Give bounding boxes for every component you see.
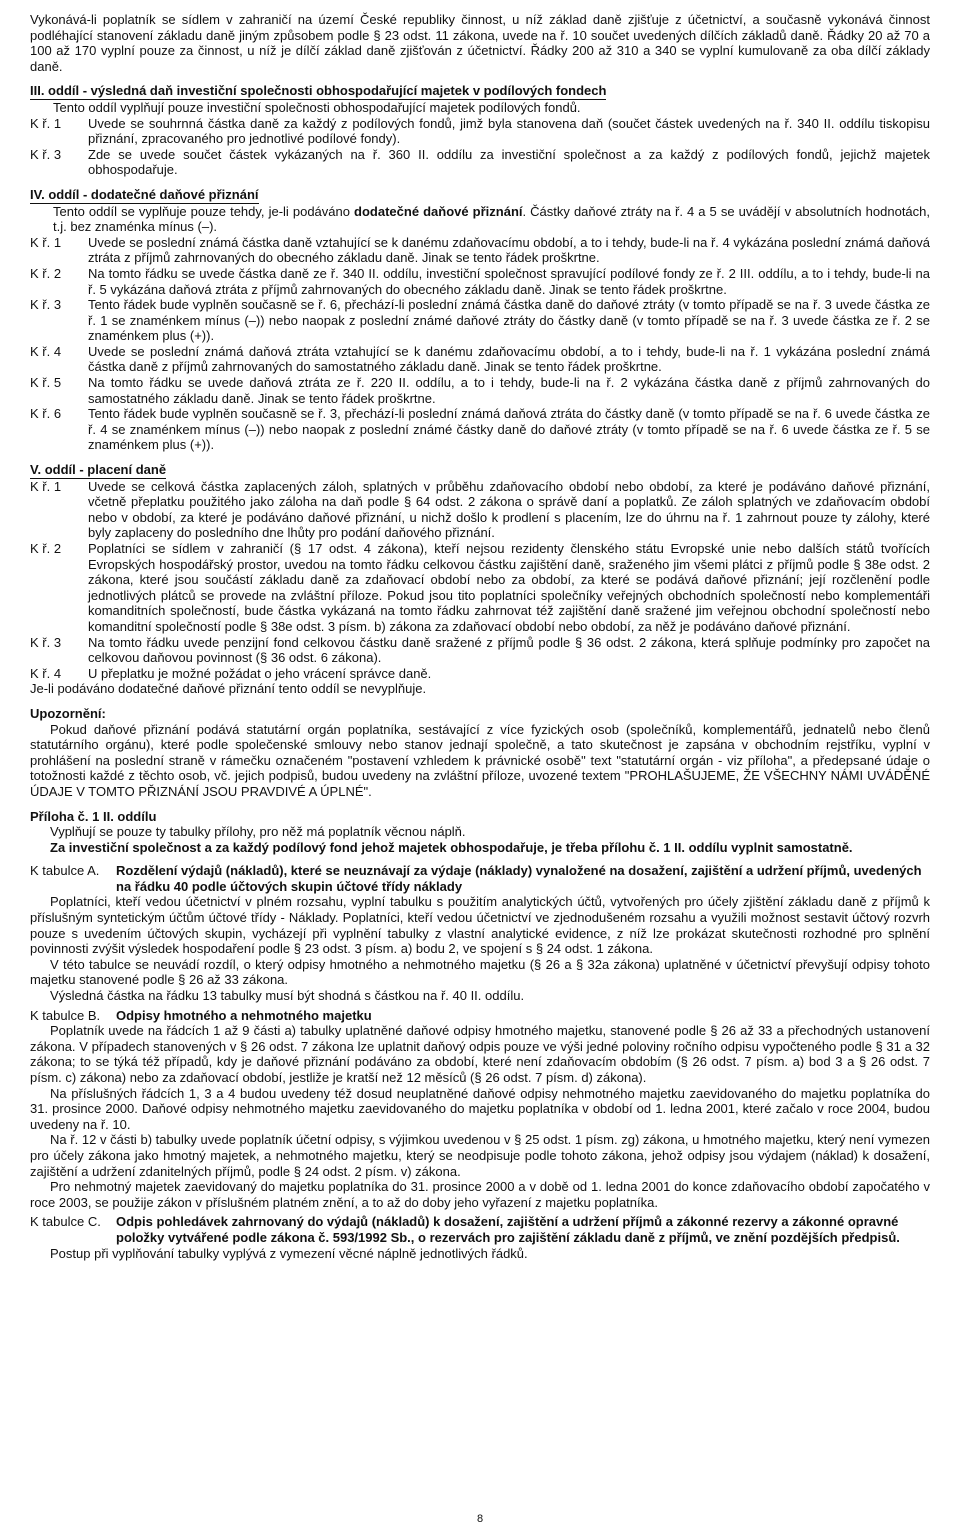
table-c-paragraph: Postup při vyplňování tabulky vyplývá z vymezení věcné náplně jednotlivých řádků. (50, 1245, 528, 1261)
section-3-items (30, 116, 930, 178)
row-key: K ř. 1 (30, 234, 62, 250)
row-text: Na tomto řádku uvede penzijní fond celkovou částku daně sražené z příjmů podle § 36 odst. 2 zákona, která splňuje podmínky pro započet na celkovou daňovou povinnost (§ 36 odst. 6 zákona). (88, 634, 930, 666)
row-key: K ř. 6 (30, 406, 62, 422)
section-3-heading: III. oddíl - výsledná daň investiční společnosti obhospodařující majetek v podílových fondech (30, 83, 607, 99)
row-key: K ř. 2 (30, 265, 62, 281)
document-page (30, 12, 930, 1261)
notice-heading: Upozornění: (30, 705, 106, 721)
row-key: K ř. 1 (30, 478, 62, 494)
section-5-heading: V. oddíl - placení daně (30, 462, 167, 478)
table-b-title: Odpisy hmotného a nehmotného majetku (116, 1007, 372, 1023)
table-c-key: K tabulce C. (30, 1214, 101, 1230)
row-text: Uvede se souhrnná částka daně za každý z podílových fondů, jimž byla stanovena daň (součet částek uvedených na ř. 340 II. oddílu tiskopisu přiznání, zpracovaného pro jednotlivé podílové fondy). (88, 115, 930, 147)
table-a-key: K tabulce A. (30, 863, 100, 879)
paragraph: Výsledná částka na řádku 13 tabulky musí být shodná s částkou na ř. 40 II. oddílu. (50, 988, 525, 1004)
paragraph: Poplatník uvede na řádcích 1 až 9 části a) tabulky uplatněné daňové odpisy hmotného majetku, stanovené podle § 26 až 33 a přechodných ustanovení zákona. V případech stanovených v § 26 odst. 7 zákona lze uplatnit daňový odpis pouze ve výši jedné poloviny ročního odpisu vypočteného podle § 31 a 32 zákona; to se týká též případů, kdy je daňové přiznání podáváno za období, které není zdaňovacím obdobím (§ 26 odst. 7 písm. a) bod 3 a § 26 odst. 7 písm. c) zákona) nebo za zdaňovací období, jestliže je kratší než 12 měsíců (§ 26 odst. 7 písm. d) zákona). (30, 1023, 930, 1085)
paragraph: Poplatníci, kteří vedou účetnictví v plném rozsahu, vyplní tabulku s použitím analytických účtů, vytvořených pro účely zjištění základu daně z příjmů k příslušným syntetickým účtům účtové třídy - Náklady. Poplatníci, kteří vedou účetnictví ve zjednodušeném rozsahu a využili možnost sestavit účtový rozvrh pouze s uvedením účtových skupin, vycházejí při vyplnění tabulky z vlastní analytické evidence, z níž lze prokázat skutečnosti rozhodné pro splnění povinnosti zvýšit výsledek hospodaření podle § 23 odst. 3 písm. a) bodu 2, ve spojení s § 24 odst. 1 zákona. (30, 894, 930, 957)
paragraph: Na příslušných řádcích 1, 3 a 4 budou uvedeny též dosud neuplatněné daňové odpisy nehmotného majetku zaevidovaného do majetku poplatníka do 31. prosince 2000. Daňové odpisy nehmotného majetku zaevidovaného do majetku poplatníka v období od 1. ledna 2001, které začalo v roce 2004, budou uvedeny na ř. 10. (30, 1085, 930, 1132)
row-item (30, 541, 930, 635)
table-a-heading (30, 863, 930, 894)
row-key: K ř. 4 (30, 665, 62, 681)
paragraph: Na ř. 12 v části b) tabulky uvede poplatník účetní odpisy, s výjimkou uvedenou v § 25 odst. 1 písm. zg) zákona, u hmotného majetku, který není vymezen pro účely zákona jako hmotný majetek, a nehmotného majetku, který se neodpisuje podle tohoto zákona, jehož odpisy jsou výdajem (náklad) k dosažení, zajištění a udržení zdanitelných příjmů, podle § 24 odst. 2 písm. v) zákona. (30, 1132, 930, 1179)
row-item (30, 147, 930, 178)
row-item (30, 406, 930, 453)
row-key: K ř. 3 (30, 146, 62, 162)
row-item (30, 297, 930, 344)
annex-line-1: Vyplňují se pouze ty tabulky přílohy, pro něž má poplatník věcnou náplň. (50, 824, 466, 840)
row-item (30, 344, 930, 375)
section-4-intro: Tento oddíl se vyplňuje pouze tehdy, je-li podáváno dodatečné daňové přiznání. Částky daňové ztráty na ř. 4 a 5 se uvádějí v absolutních hodnotách, t.j. bez znaménka mínus (–). (53, 203, 930, 235)
row-item (30, 375, 930, 406)
annex-heading: Příloha č. 1 II. oddílu (30, 808, 157, 824)
row-item (30, 266, 930, 297)
intro-paragraph: Vykonává-li poplatník se sídlem v zahraničí na území České republiky činnost, u níž základ daně zjišťuje z účetnictví, a současně vykonává činnost podléhající stanovení základu daně jiným způsobem podle § 23 odst. 11 zákona, uvede na ř. 10 součet uvedených dílčích základů daně. Řádky 20 až 70 a 100 až 170 vyplní pouze za činnost, u níž je dílčí základ daně zjišťován z účetnictví. Řádky 200 až 310 a 340 se vyplní kumulovaně za oba dílčí základy daně. (30, 12, 930, 74)
row-key: K ř. 2 (30, 541, 62, 556)
table-b-key: K tabulce B. (30, 1007, 101, 1023)
section-5-outro: Je-li podáváno dodatečné daňové přiznání tento oddíl se nevyplňuje. (30, 681, 427, 697)
section-3-intro: Tento oddíl vyplňují pouze investiční společnosti obhospodařující majetek podílových fondů. (53, 99, 581, 115)
table-b-paragraphs (30, 1023, 930, 1210)
table-a-title: Rozdělení výdajů (nákladů), které se neuznávají za výdaje (náklady) vynaložené na dosažení, zajištění a udržení příjmů, uvedených na řádku 40 podle účtových skupin účtové třídy náklady (116, 863, 922, 894)
table-a-paragraphs (30, 894, 930, 1003)
page-number: 8 (476, 1513, 484, 1525)
annex-line-2: Za investiční společnost a za každý podílový fond jehož majetek obhospodařuje, je třeba přílohu č. 1 II. oddílu vyplnit samostatně. (50, 839, 853, 855)
row-item (30, 116, 930, 147)
row-text: Uvede se poslední známá částka daně vztahující se k danému zdaňovacímu období, a to i tehdy, bude-li na ř. 4 vykázána poslední známá daňová ztráta z příjmů zahrnovaných do obecného základu daně. Jinak se tento řádek proškrtne. (88, 234, 930, 266)
row-text: Uvede se celková částka zaplacených záloh, splatných v průběhu zdaňovacího období nebo období, za které je podáváno daňové přiznání, včetně přeplatku použitého jako záloha na daň podle § 64 odst. 2 zákona o správě daní a poplatků. Ze záloh splatných ve zdaňovacím období nebo v období, za které je podáváno daňové přiznání, u nichž došlo k prodlení s placením, lze do úhrnu na ř. 1 zahrnout pouze ty zálohy, které byly zaplaceny do posledního dne lhůty pro podání daňového přiznání. (88, 478, 930, 541)
table-c-title: Odpis pohledávek zahrnovaný do výdajů (nákladů) k dosažení, zajištění a udržení příjmů a zákonné rezervy a zákonné opravné položky vytvářené podle zákona č. 593/1992 Sb., o rezervách pro zajištění základu daně z příjmů, ve znění pozdějších předpisů. (116, 1214, 900, 1245)
row-key: K ř. 1 (30, 115, 62, 131)
table-c-heading (30, 1214, 930, 1245)
row-text: Na tomto řádku se uvede částka daně ze ř. 340 II. oddílu, investiční společnost spravující podílové fondy ze ř. 2 III. oddílu, a to i tehdy, bude-li na ř. 5 vykázána daňová ztráta z příjmů zahrnovaných do obecného základu daně. Jinak se tento řádek proškrtne. (88, 265, 930, 297)
row-key: K ř. 3 (30, 634, 62, 650)
row-text: Poplatníci se sídlem v zahraničí (§ 17 odst. 4 zákona), kteří nejsou rezidenty členského státu Evropské unie nebo dalších států tvořících Evropských hospodářský prostor, uvedou na tomto řádku celkovou částku zajištění daně, sraženého jim všemi plátci z příjmů podle § 38e odst. 2 zákona, které jsou součástí základu daně za zdaňovací období nebo za období, za které se podává daňové přiznání; její rozčlenění podle jednotlivých plátců se provede na zvláštní příloze. Pokud jsou tito poplatníci společníky veřejných obchodních společností nebo komplementáři komanditních společností, bude částka vykázaná na tomto řádku zahrnovat též zajištění daně sražené jim veřejnou obchodní společností nebo komanditní společností podle § 38e odst. 3 písm. b) zákona za zdaňovací období nebo období, za něž je podáváno daňové přiznání. (88, 541, 930, 634)
section-4-heading: IV. oddíl - dodatečné daňové přiznání (30, 186, 259, 202)
paragraph: V této tabulce se neuvádí rozdíl, o který odpisy hmotného a nehmotného majetku (§ 26 a § 32a zákona) uplatněné v účetnictví převyšují odpisy tohoto majetku stanovené podle § 26 až 33 zákona. (30, 956, 930, 988)
row-key: K ř. 4 (30, 343, 62, 359)
paragraph: Pro nehmotný majetek zaevidovaný do majetku poplatníka do 31. prosince 2000 a v době od 1. ledna 2001 do konce zdaňovacího období započatého v roce 2003, se použije zákon v příslušném platném znění, a to až do doby jeho vyřazení z majetku poplatníka. (30, 1179, 930, 1210)
notice-text: Pokud daňové přiznání podává statutární orgán poplatníka, sestávající z více fyzických osob (společníků, komplementářů, jednatelů nebo členů statutárního orgánu), které podle společenské smlouvy nebo stanov jednají společně, a tato skutečnost je zapsána v obchodním rejstříku, vyplní v prohlášení na poslední straně v rámečku označeném "postavení vzhledem k právnické osobě" text "statutární orgán - viz příloha", a předepsané údaje o totožnosti každé z těchto osob, vč. jejich podpisů, budou uvedeny na zvláštní příloze, uvozené textem "PROHLAŠUJEME, ŽE VŠECHNY NÁMI UVÁDĚNÉ ÚDAJE V TOMTO PŘIZNÁNÍ JSOU PRAVDIVÉ A ÚPLNÉ". (30, 721, 930, 799)
row-text: Tento řádek bude vyplněn současně se ř. 6, přechází-li poslední známá částka daně do daňové ztráty (v tomto případě se na ř. 3 uvede částka ze ř. 1 se znaménkem mínus (–)) nebo naopak z poslední známé daňové ztráty do částky daně (v tomto případě se na ř. 3 uvede částka ze ř. 2 se znaménkem plus (+)). (88, 297, 930, 344)
row-item (30, 479, 930, 541)
row-text: Zde se uvede součet částek vykázaných na ř. 360 II. oddílu za investiční společnost a za každý z podílových fondů, jejichž majetek obhospodařuje. (88, 146, 930, 178)
row-key: K ř. 5 (30, 375, 62, 391)
row-item (30, 666, 930, 682)
section-5-items (30, 479, 930, 682)
section-4-items (30, 235, 930, 453)
row-item (30, 235, 930, 266)
row-text: U přeplatku je možné požádat o jeho vrácení správce daně. (88, 665, 432, 681)
table-b-heading (30, 1008, 930, 1024)
row-text: Na tomto řádku se uvede daňová ztráta ze ř. 220 II. oddílu, a to i tehdy, bude-li na ř. 2 vykázána částka daně z příjmů zahrnovaných do samostatného základu daně. Jinak se tento řádek proškrtne. (88, 375, 930, 406)
row-text: Tento řádek bude vyplněn současně se ř. 3, přechází-li poslední známá daňová ztráta do částky daně (v tomto případě se na ř. 6 uvede částka ze ř. 4 se znaménkem mínus (–)) nebo naopak z poslední známé částky daně do daňové ztráty (v tomto případě se na ř. 6 uvede částka ze ř. 5 se znaménkem plus (+)). (88, 406, 930, 453)
row-item (30, 635, 930, 666)
row-text: Uvede se poslední známá daňová ztráta vztahující se k danému zdaňovacímu období, a to i tehdy, bude-li na ř. 1 vykázána poslední známá částka daně z příjmů zahrnovaných do samostatného základu daně. Jinak se tento řádek proškrtne. (88, 343, 930, 375)
row-key: K ř. 3 (30, 297, 62, 313)
